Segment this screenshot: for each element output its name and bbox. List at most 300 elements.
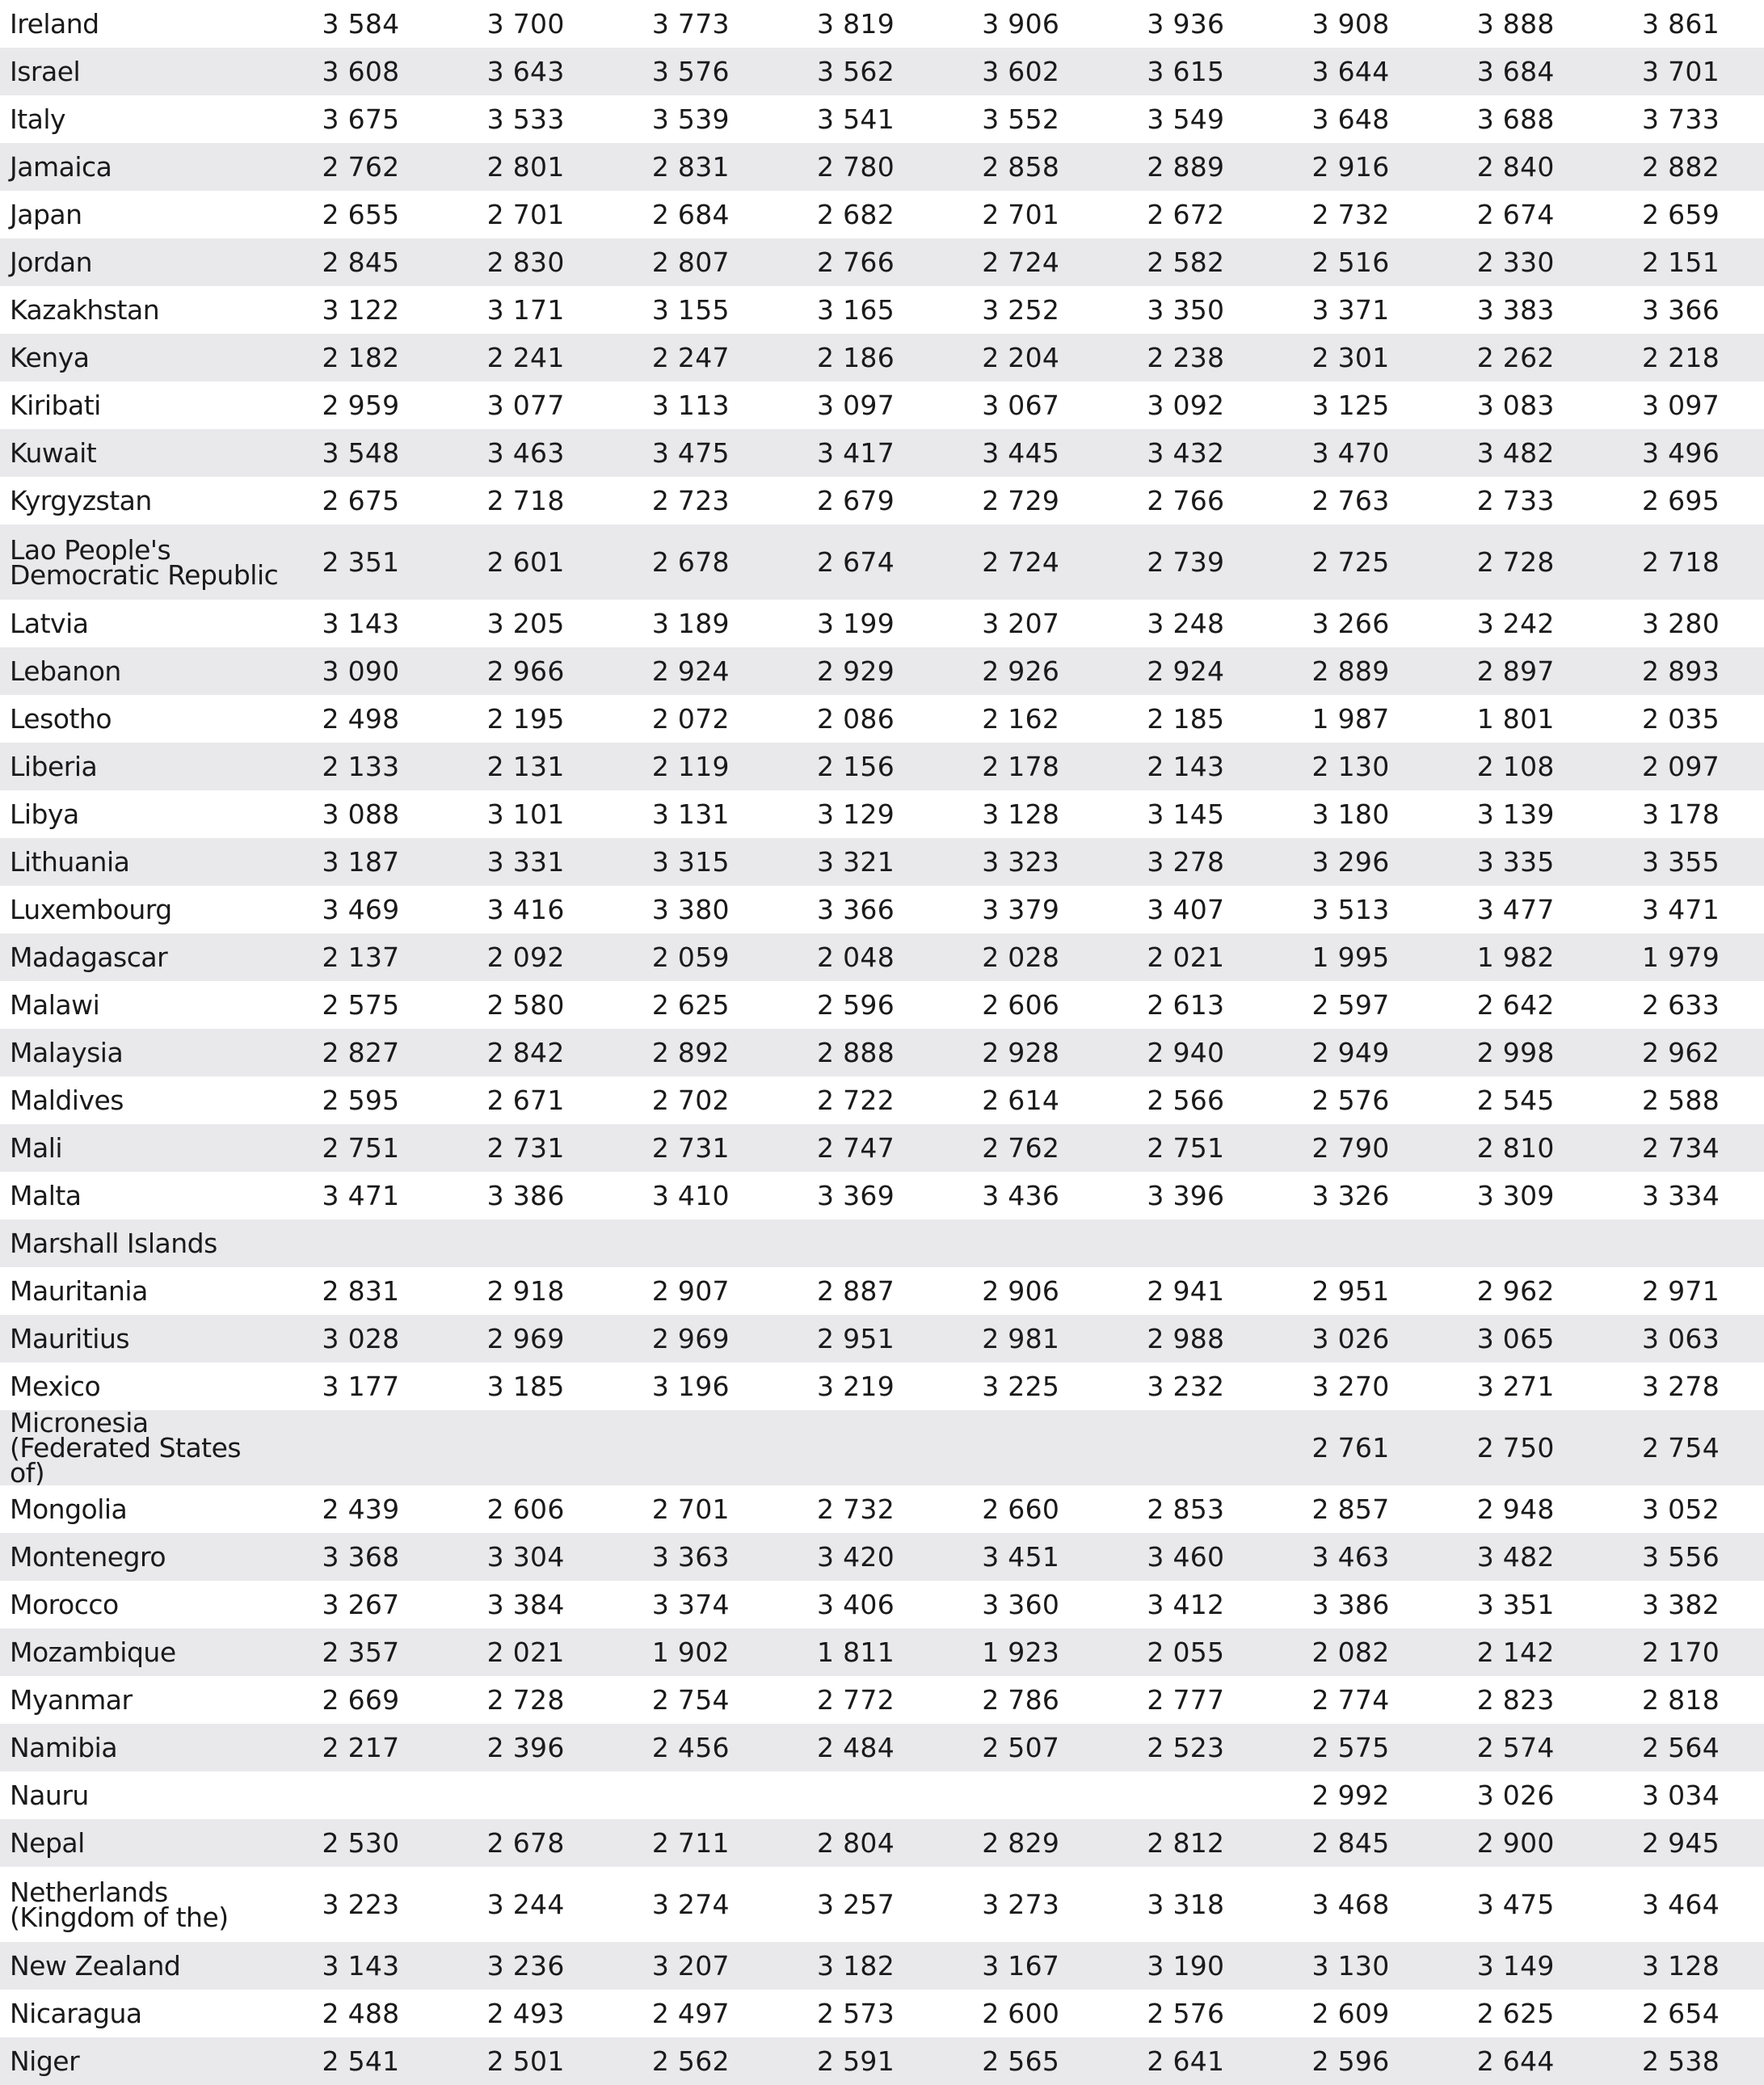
value-cell: 2 596	[817, 989, 895, 1021]
value-cell: 2 162	[982, 703, 1060, 735]
value-cell: 2 606	[486, 1493, 565, 1525]
value-cell: 3 643	[486, 56, 565, 87]
value-cell: 3 861	[1642, 8, 1720, 40]
value-cell: 3 464	[1642, 1889, 1720, 1920]
value-cell: 2 907	[651, 1275, 730, 1307]
value-cell: 2 731	[486, 1132, 565, 1164]
value-cell: 2 747	[817, 1132, 895, 1164]
value-cell: 3 432	[1147, 437, 1225, 469]
value-cell: 2 772	[817, 1684, 895, 1716]
value-cell: 3 167	[982, 1950, 1060, 1982]
country-name: Niger	[10, 2045, 80, 2077]
country-name: Ireland	[10, 8, 99, 40]
value-cell	[609, 1771, 774, 1819]
value-cell: 2 751	[322, 1132, 400, 1164]
value-cell: 3 304	[486, 1541, 565, 1573]
value-cell: 3 088	[322, 798, 400, 830]
value-cell: 2 678	[651, 546, 730, 578]
value-cell: 3 207	[651, 1950, 730, 1982]
table-row	[0, 1363, 1764, 1410]
value-cell	[279, 1771, 444, 1819]
country-name: Morocco	[10, 1589, 119, 1620]
value-cell: 2 576	[1147, 1998, 1225, 2029]
value-cell: 2 858	[982, 151, 1060, 183]
value-cell: 2 845	[322, 246, 400, 278]
value-cell: 3 101	[486, 798, 565, 830]
value-cell: 3 267	[322, 1589, 400, 1620]
value-cell: 2 151	[1642, 246, 1720, 278]
value-cell: 3 189	[651, 608, 730, 639]
value-cell	[1104, 1771, 1269, 1819]
value-cell: 2 969	[486, 1323, 565, 1354]
value-cell: 3 266	[1311, 608, 1390, 639]
value-cell: 2 762	[322, 151, 400, 183]
value-cell: 3 063	[1642, 1323, 1720, 1354]
value-cell: 2 170	[1642, 1636, 1720, 1668]
value-cell: 3 149	[1476, 1950, 1555, 1982]
value-cell: 3 701	[1642, 56, 1720, 87]
value-cell: 2 217	[322, 1732, 400, 1763]
value-cell: 3 334	[1642, 1180, 1720, 1211]
country-name: Lithuania	[10, 846, 130, 878]
value-cell: 3 143	[322, 1950, 400, 1982]
value-cell: 2 596	[1311, 2045, 1390, 2077]
value-cell: 2 966	[486, 655, 565, 687]
value-cell: 2 609	[1311, 1998, 1390, 2029]
value-cell: 2 998	[1476, 1037, 1555, 1068]
table-row	[0, 1076, 1764, 1124]
value-cell: 2 660	[982, 1493, 1060, 1525]
value-cell: 3 131	[651, 798, 730, 830]
value-cell: 2 195	[486, 703, 565, 735]
table-row	[0, 1219, 1764, 1267]
value-cell: 2 724	[982, 546, 1060, 578]
value-cell: 3 382	[1642, 1589, 1720, 1620]
table-row	[0, 1581, 1764, 1628]
value-cell: 3 180	[1311, 798, 1390, 830]
value-cell: 3 182	[817, 1950, 895, 1982]
value-cell: 3 533	[486, 103, 565, 135]
value-cell: 3 092	[1147, 390, 1225, 421]
value-cell: 3 278	[1642, 1371, 1720, 1402]
country-name: Malta	[10, 1180, 82, 1211]
value-cell: 2 059	[651, 941, 730, 973]
table-row	[0, 286, 1764, 334]
value-cell: 2 702	[651, 1085, 730, 1116]
country-name: Italy	[10, 103, 66, 135]
value-cell: 3 406	[817, 1589, 895, 1620]
country-name: Latvia	[10, 608, 89, 639]
value-cell: 3 496	[1642, 437, 1720, 469]
value-cell: 1 801	[1476, 703, 1555, 735]
table-row	[0, 477, 1764, 524]
value-cell: 2 853	[1147, 1493, 1225, 1525]
value-cell: 3 416	[486, 894, 565, 925]
table-row	[0, 1267, 1764, 1315]
value-cell: 2 484	[817, 1732, 895, 1763]
country-name: Malawi	[10, 989, 100, 1021]
value-cell: 2 754	[651, 1684, 730, 1716]
table-row	[0, 1819, 1764, 1867]
value-cell	[939, 1219, 1104, 1267]
country-name: Mali	[10, 1132, 63, 1164]
value-cell: 1 979	[1642, 941, 1720, 973]
country-name: Myanmar	[10, 1684, 133, 1716]
value-cell: 3 122	[322, 294, 400, 326]
value-cell: 3 128	[982, 798, 1060, 830]
value-cell: 3 460	[1147, 1541, 1225, 1573]
value-cell	[774, 1410, 939, 1485]
value-cell: 3 602	[982, 56, 1060, 87]
value-cell: 2 724	[982, 246, 1060, 278]
value-cell: 3 471	[322, 1180, 400, 1211]
value-cell: 3 380	[651, 894, 730, 925]
value-cell: 2 669	[322, 1684, 400, 1716]
value-cell: 2 396	[486, 1732, 565, 1763]
table-row	[0, 838, 1764, 886]
country-name: Mexico	[10, 1371, 101, 1402]
table-row	[0, 1628, 1764, 1676]
value-cell: 2 940	[1147, 1037, 1225, 1068]
table-row	[0, 1771, 1764, 1819]
value-cell: 3 185	[486, 1371, 565, 1402]
value-cell: 2 028	[982, 941, 1060, 973]
country-name: Luxembourg	[10, 894, 172, 925]
value-cell: 3 819	[817, 8, 895, 40]
value-cell: 3 026	[1476, 1780, 1555, 1811]
value-cell: 2 575	[1311, 1732, 1390, 1763]
value-cell: 2 330	[1476, 246, 1555, 278]
table-row	[0, 1533, 1764, 1581]
country-name: Mongolia	[10, 1493, 128, 1525]
country-name: Mauritius	[10, 1323, 130, 1354]
country-name: Nauru	[10, 1780, 89, 1811]
table-row	[0, 600, 1764, 647]
value-cell: 3 576	[651, 56, 730, 87]
country-name: Marshall Islands	[10, 1228, 217, 1259]
value-cell: 3 368	[322, 1541, 400, 1573]
country-name: Lesotho	[10, 703, 112, 735]
value-cell	[609, 1410, 774, 1485]
value-cell: 3 097	[817, 390, 895, 421]
value-cell: 3 351	[1476, 1589, 1555, 1620]
value-cell: 2 142	[1476, 1636, 1555, 1668]
value-cell: 2 679	[817, 485, 895, 516]
value-cell: 3 280	[1642, 608, 1720, 639]
value-cell: 2 625	[1476, 1998, 1555, 2029]
value-cell: 2 092	[486, 941, 565, 973]
country-name: Kazakhstan	[10, 294, 160, 326]
table-row	[0, 647, 1764, 695]
value-cell: 2 959	[322, 390, 400, 421]
value-cell: 3 219	[817, 1371, 895, 1402]
table-row	[0, 1485, 1764, 1533]
value-cell	[1104, 1219, 1269, 1267]
value-cell: 3 644	[1311, 56, 1390, 87]
value-cell: 3 242	[1476, 608, 1555, 639]
table-row	[0, 1676, 1764, 1724]
value-cell: 3 331	[486, 846, 565, 878]
value-cell: 3 468	[1311, 1889, 1390, 1920]
value-cell: 2 774	[1311, 1684, 1390, 1716]
value-cell: 2 301	[1311, 342, 1390, 373]
value-cell: 3 383	[1476, 294, 1555, 326]
value-cell: 3 273	[982, 1889, 1060, 1920]
value-cell: 2 204	[982, 342, 1060, 373]
value-cell: 2 575	[322, 989, 400, 1021]
value-cell: 2 733	[1476, 485, 1555, 516]
value-cell: 3 369	[817, 1180, 895, 1211]
value-cell: 1 995	[1311, 941, 1390, 973]
value-cell: 3 684	[1476, 56, 1555, 87]
value-cell: 3 196	[651, 1371, 730, 1402]
value-cell: 3 556	[1642, 1541, 1720, 1573]
value-cell: 2 889	[1147, 151, 1225, 183]
value-cell: 2 790	[1311, 1132, 1390, 1164]
value-cell: 2 497	[651, 1998, 730, 2029]
value-cell: 2 576	[1311, 1085, 1390, 1116]
value-cell: 2 108	[1476, 751, 1555, 782]
value-cell: 1 902	[651, 1636, 730, 1668]
value-cell: 2 928	[982, 1037, 1060, 1068]
value-cell: 3 139	[1476, 798, 1555, 830]
value-cell: 2 926	[982, 655, 1060, 687]
value-cell: 2 588	[1642, 1085, 1720, 1116]
value-cell: 2 807	[651, 246, 730, 278]
value-cell: 3 386	[486, 1180, 565, 1211]
value-cell: 3 326	[1311, 1180, 1390, 1211]
table-row	[0, 0, 1764, 48]
value-cell: 2 523	[1147, 1732, 1225, 1763]
country-name: Libya	[10, 798, 79, 830]
value-cell	[444, 1410, 608, 1485]
value-cell: 3 278	[1147, 846, 1225, 878]
value-cell: 3 128	[1642, 1950, 1720, 1982]
value-cell: 3 130	[1311, 1950, 1390, 1982]
value-cell: 2 893	[1642, 655, 1720, 687]
table-row	[0, 1867, 1764, 1942]
value-cell: 3 309	[1476, 1180, 1555, 1211]
value-cell: 3 028	[322, 1323, 400, 1354]
value-cell	[1269, 1219, 1434, 1267]
value-cell: 2 456	[651, 1732, 730, 1763]
value-cell: 2 601	[486, 546, 565, 578]
value-cell	[939, 1771, 1104, 1819]
value-cell: 2 565	[982, 2045, 1060, 2077]
value-cell: 3 225	[982, 1371, 1060, 1402]
table-row	[0, 981, 1764, 1029]
value-cell	[609, 1219, 774, 1267]
value-cell: 3 539	[651, 103, 730, 135]
value-cell: 3 178	[1642, 798, 1720, 830]
value-cell: 2 945	[1642, 1827, 1720, 1859]
value-cell: 2 654	[1642, 1998, 1720, 2029]
country-name: Montenegro	[10, 1541, 166, 1573]
value-cell: 3 608	[322, 56, 400, 87]
value-cell: 2 156	[817, 751, 895, 782]
value-cell: 2 831	[322, 1275, 400, 1307]
value-cell: 3 475	[1476, 1889, 1555, 1920]
value-cell: 2 718	[1642, 546, 1720, 578]
value-cell: 1 923	[982, 1636, 1060, 1668]
value-cell: 2 892	[651, 1037, 730, 1068]
value-cell: 2 888	[817, 1037, 895, 1068]
value-cell: 2 218	[1642, 342, 1720, 373]
value-cell: 3 513	[1311, 894, 1390, 925]
value-cell: 2 582	[1147, 246, 1225, 278]
value-cell: 3 125	[1311, 390, 1390, 421]
table-row	[0, 695, 1764, 743]
value-cell: 2 684	[651, 199, 730, 230]
table-row	[0, 429, 1764, 477]
value-cell: 3 155	[651, 294, 730, 326]
value-cell: 3 445	[982, 437, 1060, 469]
country-name: Maldives	[10, 1085, 124, 1116]
value-cell: 2 501	[486, 2045, 565, 2077]
table-row	[0, 933, 1764, 981]
value-cell: 2 493	[486, 1998, 565, 2029]
value-cell: 3 773	[651, 8, 730, 40]
value-cell: 2 613	[1147, 989, 1225, 1021]
value-cell	[1599, 1219, 1764, 1267]
value-cell: 2 823	[1476, 1684, 1555, 1716]
value-cell: 3 482	[1476, 437, 1555, 469]
value-cell: 2 951	[1311, 1275, 1390, 1307]
value-cell: 2 818	[1642, 1684, 1720, 1716]
value-cell: 3 584	[322, 8, 400, 40]
table-row	[0, 743, 1764, 790]
value-cell: 2 600	[982, 1998, 1060, 2029]
value-cell: 2 718	[486, 485, 565, 516]
country-name: Mauritania	[10, 1275, 148, 1307]
value-cell: 3 469	[322, 894, 400, 925]
value-cell: 1 982	[1476, 941, 1555, 973]
value-cell: 2 761	[1311, 1432, 1390, 1464]
value-cell: 2 507	[982, 1732, 1060, 1763]
value-cell: 2 133	[322, 751, 400, 782]
value-cell: 3 065	[1476, 1323, 1555, 1354]
table-row	[0, 1029, 1764, 1076]
table-row	[0, 1172, 1764, 1219]
value-cell: 2 655	[322, 199, 400, 230]
value-cell: 2 606	[982, 989, 1060, 1021]
value-cell: 3 420	[817, 1541, 895, 1573]
value-cell: 3 355	[1642, 846, 1720, 878]
value-cell: 3 548	[322, 437, 400, 469]
value-cell: 2 566	[1147, 1085, 1225, 1116]
country-name: Lebanon	[10, 655, 121, 687]
value-cell: 2 941	[1147, 1275, 1225, 1307]
value-cell: 2 969	[651, 1323, 730, 1354]
value-cell: 2 731	[651, 1132, 730, 1164]
value-cell: 3 270	[1311, 1371, 1390, 1402]
value-cell: 3 143	[322, 608, 400, 639]
value-cell: 2 804	[817, 1827, 895, 1859]
value-cell: 2 597	[1311, 989, 1390, 1021]
value-cell: 2 829	[982, 1827, 1060, 1859]
value-cell: 3 207	[982, 608, 1060, 639]
value-cell: 1 987	[1311, 703, 1390, 735]
table-row	[0, 790, 1764, 838]
value-cell: 2 840	[1476, 151, 1555, 183]
value-cell: 2 722	[817, 1085, 895, 1116]
value-cell: 3 244	[486, 1889, 565, 1920]
value-cell: 2 827	[322, 1037, 400, 1068]
value-cell: 2 949	[1311, 1037, 1390, 1068]
table-row	[0, 95, 1764, 143]
value-cell: 2 831	[651, 151, 730, 183]
value-cell	[444, 1771, 608, 1819]
value-cell: 2 238	[1147, 342, 1225, 373]
value-cell: 2 948	[1476, 1493, 1555, 1525]
value-cell: 3 171	[486, 294, 565, 326]
value-cell: 2 498	[322, 703, 400, 735]
value-cell: 3 733	[1642, 103, 1720, 135]
country-name: Kuwait	[10, 437, 97, 469]
value-cell: 2 574	[1476, 1732, 1555, 1763]
value-cell: 2 777	[1147, 1684, 1225, 1716]
value-cell: 3 552	[982, 103, 1060, 135]
value-cell: 2 262	[1476, 342, 1555, 373]
table-row	[0, 1124, 1764, 1172]
value-cell: 2 887	[817, 1275, 895, 1307]
value-cell: 3 318	[1147, 1889, 1225, 1920]
value-cell: 2 143	[1147, 751, 1225, 782]
value-cell: 3 888	[1476, 8, 1555, 40]
value-cell: 2 682	[817, 199, 895, 230]
country-name: Mozambique	[10, 1636, 176, 1668]
value-cell: 3 410	[651, 1180, 730, 1211]
value-cell: 2 538	[1642, 2045, 1720, 2077]
value-cell: 3 232	[1147, 1371, 1225, 1402]
value-cell: 2 812	[1147, 1827, 1225, 1859]
value-cell: 2 951	[817, 1323, 895, 1354]
value-cell: 3 360	[982, 1589, 1060, 1620]
country-name: Nicaragua	[10, 1998, 142, 2029]
country-name: Liberia	[10, 751, 98, 782]
value-cell: 3 366	[1642, 294, 1720, 326]
value-cell: 3 615	[1147, 56, 1225, 87]
value-cell: 2 962	[1642, 1037, 1720, 1068]
value-cell: 2 488	[322, 1998, 400, 2029]
value-cell: 2 659	[1642, 199, 1720, 230]
value-cell: 2 992	[1311, 1780, 1390, 1811]
value-cell: 2 131	[486, 751, 565, 782]
value-cell: 2 728	[1476, 546, 1555, 578]
value-cell: 3 350	[1147, 294, 1225, 326]
value-cell: 2 082	[1311, 1636, 1390, 1668]
value-cell: 2 711	[651, 1827, 730, 1859]
country-name: Kenya	[10, 342, 90, 373]
value-cell: 2 734	[1642, 1132, 1720, 1164]
table-row	[0, 524, 1764, 600]
value-cell: 2 048	[817, 941, 895, 973]
value-cell: 2 644	[1476, 2045, 1555, 2077]
value-cell: 3 482	[1476, 1541, 1555, 1573]
country-name: Japan	[10, 199, 82, 230]
value-cell: 2 021	[486, 1636, 565, 1668]
value-cell: 3 083	[1476, 390, 1555, 421]
value-cell: 2 178	[982, 751, 1060, 782]
value-cell: 2 021	[1147, 941, 1225, 973]
value-cell: 2 641	[1147, 2045, 1225, 2077]
value-cell: 3 252	[982, 294, 1060, 326]
value-cell: 2 351	[322, 546, 400, 578]
value-cell: 3 471	[1642, 894, 1720, 925]
value-cell: 3 374	[651, 1589, 730, 1620]
value-cell	[1104, 1410, 1269, 1485]
value-cell: 2 766	[817, 246, 895, 278]
